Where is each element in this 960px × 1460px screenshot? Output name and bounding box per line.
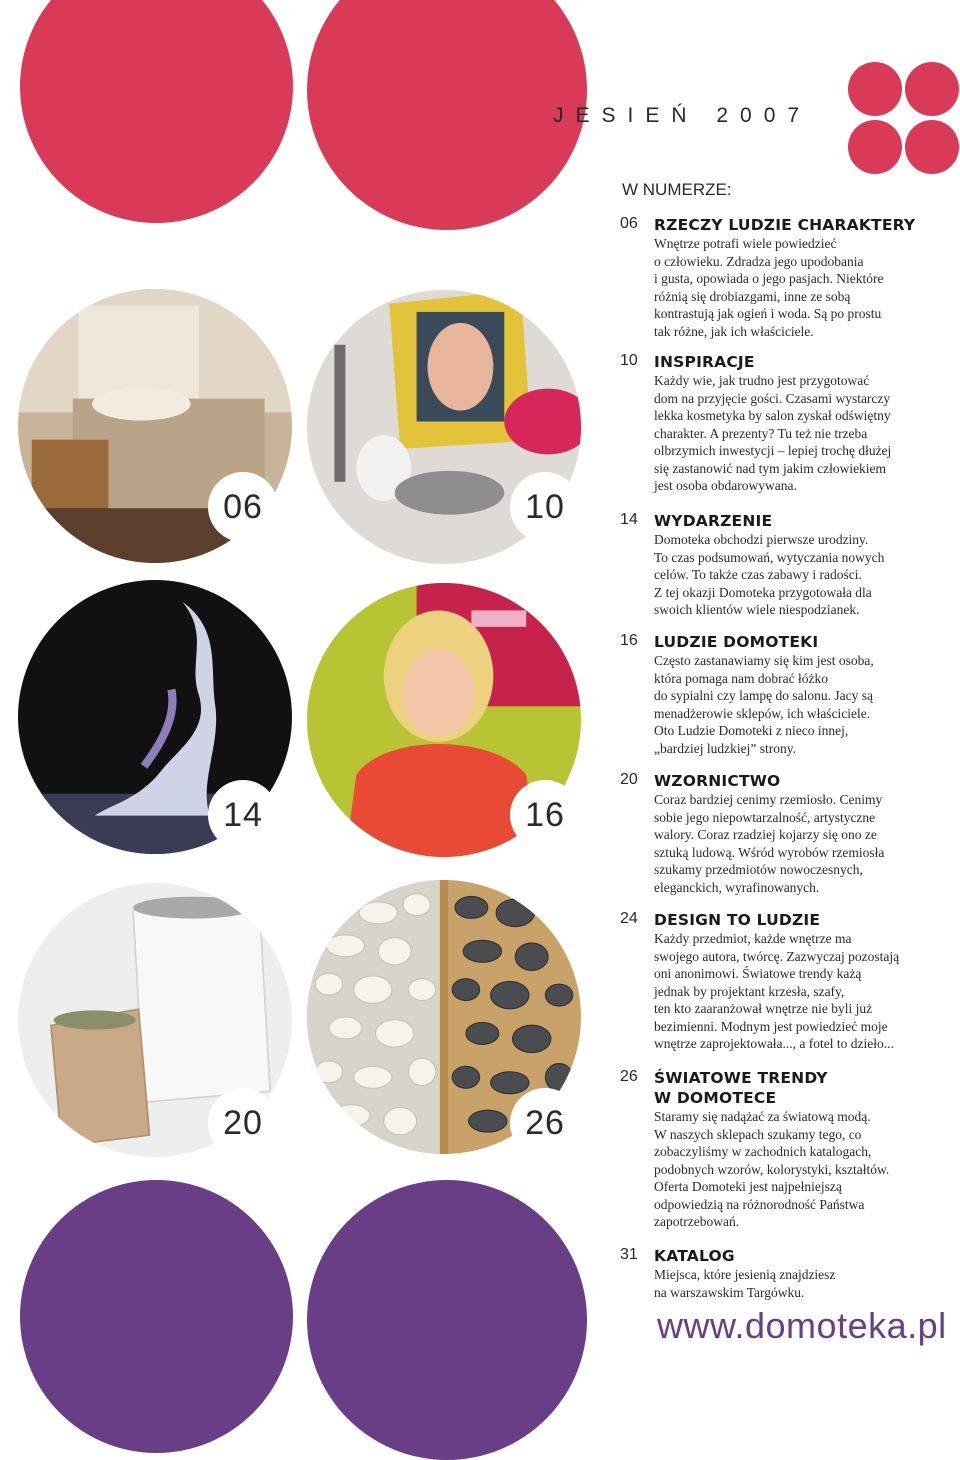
website-link[interactable]: www.domoteka.pl [657,1305,947,1346]
toc-entry-26[interactable] [620,1068,950,1231]
logo-dot-2 [905,62,959,116]
toc-entry-06[interactable] [620,215,950,340]
purple-circle-right [307,1180,587,1460]
toc-title: WYDARZENIE [654,512,773,530]
toc-title: DESIGN TO LUDZIE [654,911,821,929]
photo-page-06: 06 [208,472,278,542]
photo-page-20: 20 [208,1088,278,1158]
photo-page-26: 26 [510,1088,580,1158]
logo-dot-1 [848,62,902,116]
toc-entry-16[interactable] [620,632,950,757]
toc-description: Często zastanawiamy się kim jest osoba, która pomaga nam dobrać łóżko do sypialni czy lampę do salonu. Jacy są menadżerowie sklepów, ich właściciele. Oto Ludzie Domoteki z nieco innej, „bardziej ludzkiej” strony. [654,653,874,756]
toc-heading: W NUMERZE: [622,180,732,199]
toc-page-number: 06 [620,215,638,232]
season-title: JESIEŃ 2007 [553,104,812,127]
toc-description: Domoteka obchodzi pierwsze urodziny. To czas podsumowań, wytyczania nowych celów. To także czas zabawy i radości. Z tej okazji Domoteka przygotowała dla swoich klientów wiele niespodzianek. [654,532,885,617]
toc-description: Wnętrze potrafi wiele powiedzieć o człowieku. Zdradza jego upodobania i gusta, opowiada o jego pasjach. Niektóre różnią się drobiazgami, inne ze sobą kontrastują jak ogień i woda. Są po prostu tak różne, jak ich właściciele. [654,236,884,339]
toc-page-number: 16 [620,632,638,649]
photo-page-16: 16 [510,780,580,850]
toc-description: Każdy wie, jak trudno jest przygotować dom na przyjęcie gości. Czasami wystarczy lekka kosmetyka by salon zyskał odświętny charakter. A prezenty? Tu też nie trzeba olbrzymich inwestycji – lepiej trochę dłużej się zastanowić nad tym jakim człowiekiem jest osoba obdarowywana. [654,373,892,493]
toc-description: Coraz bardziej cenimy rzemiosło. Cenimy sobie jego niepowtarzalność, artystyczne walory. Coraz rzadziej kojarzy się ono ze sztuką ludową. Wśród wyrobów rzemiosła szukamy przedmiotów nowoczesnych, eleganckich, wyrafinowanych. [654,792,885,895]
toc-entry-31[interactable] [620,1246,950,1301]
toc-page-number: 31 [620,1246,638,1263]
toc-page-number: 24 [620,910,638,927]
toc-entry-24[interactable] [620,910,950,1053]
logo-dot-4 [905,120,959,174]
toc-entry-20[interactable] [620,771,950,896]
toc-entry-10[interactable] [620,352,950,495]
toc-page-number: 20 [620,771,638,788]
toc-page-number: 14 [620,511,638,528]
pink-circle-left [20,0,293,223]
toc-page-number: 26 [620,1068,638,1085]
toc-description: Każdy przedmiot, każde wnętrze ma swojego autora, twórcę. Zazwyczaj pozostają oni anonimowi. Światowe trendy każą jednak by projektant krzesła, szafy, ten kto zaaranżował wnętrze nie byli już bezimienni. Modnym jest powiedzieć moje wnętrze zaprojektowała..., a fotel to dzieło... [654,931,900,1051]
toc-page-number: 10 [620,352,638,369]
toc-title: INSPIRACJE [654,353,755,371]
toc-title: WZORNICTWO [654,772,781,790]
photo-page-10: 10 [510,472,580,542]
toc-entry-14[interactable] [620,511,950,619]
toc-description: Miejsca, które jesienią znajdziesz na warszawskim Targówku. [654,1267,836,1300]
toc-title: RZECZY LUDZIE CHARAKTERY [654,216,916,234]
toc-title: KATALOG [654,1247,735,1265]
logo-dot-3 [848,120,902,174]
purple-circle-left [20,1180,293,1453]
toc-title: ŚWIATOWE TRENDY W DOMOTECE [654,1069,828,1107]
toc-description: Staramy się nadążać za światową modą. W naszych sklepach szukamy tego, co zobaczyliśmy w zachodnich katalogach, podobnych wzorów, kolorystyki, kształtów. Oferta Domoteki jest najpełniejszą odpowiedzią na różnorodność Państwa zapotrzebowań. [654,1109,890,1229]
toc-title: LUDZIE DOMOTEKI [654,633,819,651]
photo-page-14: 14 [208,780,278,850]
pink-circle-right [307,0,587,230]
